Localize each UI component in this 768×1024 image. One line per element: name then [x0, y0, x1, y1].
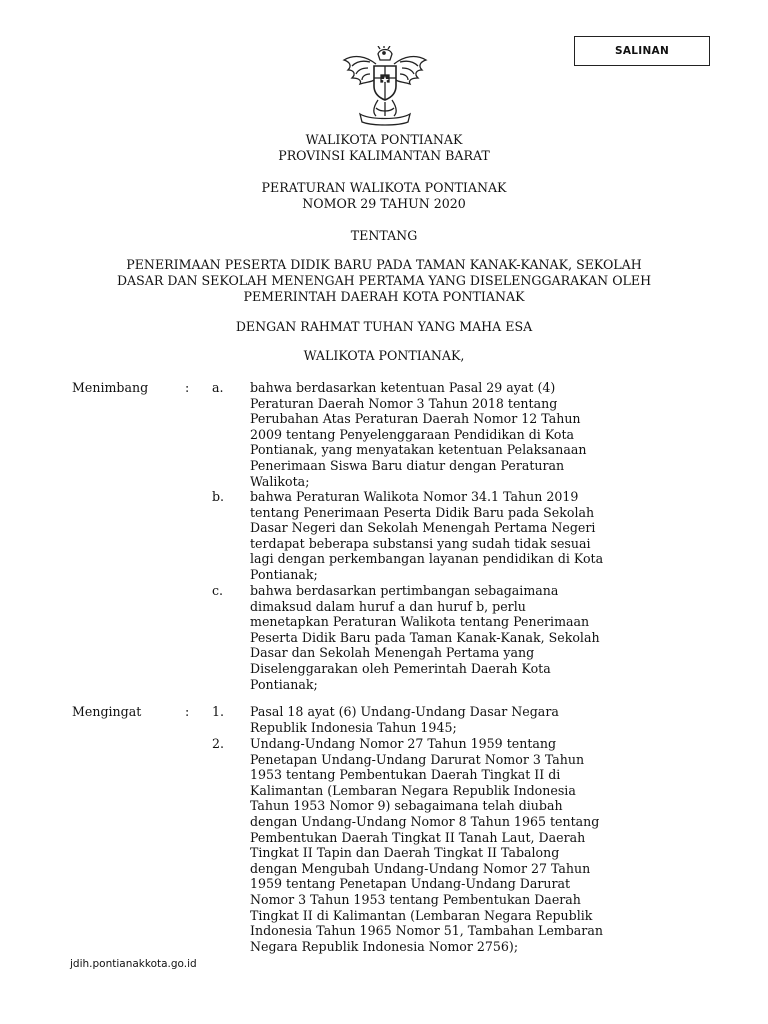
text-line: Republik Indonesia Tahun 1945;: [250, 719, 457, 735]
text-line: menetapkan Peraturan Walikota tentang Penerimaan: [250, 614, 590, 630]
menimbang-item-c: [250, 583, 661, 692]
salinan-badge: SALINAN: [574, 36, 710, 66]
menimbang-item-a: [250, 380, 661, 489]
mengingat-colon: :: [185, 704, 190, 719]
text-line: Diselenggarakan oleh Pemerintah Daerah Kota: [250, 660, 551, 676]
header-line-1: WALIKOTA PONTIANAK: [305, 132, 463, 147]
text-line: 2009 tentang Penyelenggaraan Pendidikan di Kota: [250, 426, 575, 442]
regulation-number: NOMOR 29 TAHUN 2020: [302, 196, 466, 211]
text-line: Peraturan Daerah Nomor 3 Tahun 2018 tentang: [250, 395, 558, 411]
text-line: Undang-Undang Nomor 27 Tahun 1959 tentang: [250, 736, 557, 751]
menimbang-mark-a: a.: [212, 380, 224, 395]
text-line: lagi dengan perkembangan layanan pendidikan di Kota: [250, 551, 604, 567]
text-line: Kalimantan (Lembaran Negara Republik Indonesia: [250, 782, 576, 798]
mengingat-mark-1: 1.: [212, 704, 225, 719]
tentang-heading: TENTANG: [350, 228, 418, 243]
blessing-line: DENGAN RAHMAT TUHAN YANG MAHA ESA: [235, 319, 533, 334]
menimbang-mark-b: b.: [212, 489, 225, 504]
footer-url-link[interactable]: jdih.pontianakkota.go.id: [70, 958, 197, 970]
text-line: dengan Mengubah Undang-Undang Nomor 27 Tahun: [250, 860, 591, 876]
text-line: Peserta Didik Baru pada Taman Kanak-Kanak, Sekolah: [250, 629, 600, 645]
subject-line-1: PENERIMAAN PESERTA DIDIK BARU PADA TAMAN KANAK-KANAK, SEKOLAH: [126, 257, 642, 272]
text-line: Dasar dan Sekolah Menengah Pertama yang: [250, 645, 535, 661]
text-line: bahwa Peraturan Walikota Nomor 34.1 Tahun 2019: [250, 489, 579, 504]
menimbang-item-b: [250, 489, 661, 583]
text-line: Pontianak;: [250, 566, 318, 582]
subject-line-2: DASAR DAN SEKOLAH MENENGAH PERTAMA YANG DISELENGGARAKAN OLEH: [116, 273, 652, 288]
mengingat-item-1: [250, 704, 661, 735]
issuer-line: WALIKOTA PONTIANAK,: [303, 348, 465, 363]
text-line: terdapat beberapa substansi yang sudah tidak sesuai: [250, 535, 591, 551]
garuda-emblem-icon: [340, 46, 430, 128]
text-line: Pembentukan Daerah Tingkat II Tanah Laut, Daerah: [250, 829, 586, 845]
regulation-title: PERATURAN WALIKOTA PONTIANAK: [261, 180, 507, 195]
text-line: bahwa berdasarkan ketentuan Pasal 29 ayat (4): [250, 380, 556, 395]
text-line: Penerimaan Siswa Baru diatur dengan Peraturan: [250, 457, 565, 473]
text-line: Tahun 1953 Nomor 9) sebagaimana telah diubah: [250, 798, 563, 814]
text-line: Indonesia Tahun 1965 Nomor 51, Tambahan Lembaran: [250, 923, 603, 939]
mengingat-item-2: [250, 736, 661, 954]
text-line: Tingkat II Tapin dan Daerah Tingkat II Tabalong: [250, 845, 560, 861]
text-line: tentang Penerimaan Peserta Didik Baru pada Sekolah: [250, 504, 595, 520]
text-line: Perubahan Atas Peraturan Daerah Nomor 12 Tahun: [250, 411, 581, 427]
text-line: 1959 tentang Penetapan Undang-Undang Darurat: [250, 876, 571, 892]
text-line: Tingkat II di Kalimantan (Lembaran Negara Republik: [250, 907, 593, 923]
mengingat-mark-2: 2.: [212, 736, 225, 751]
text-line: Pasal 18 ayat (6) Undang-Undang Dasar Negara: [250, 704, 559, 719]
text-line: 1953 tentang Pembentukan Daerah Tingkat II di: [250, 767, 561, 783]
text-line: Pontianak;: [250, 676, 318, 692]
mengingat-label: Mengingat: [72, 704, 142, 719]
text-line: Pontianak, yang menyatakan ketentuan Pelaksanaan: [250, 442, 587, 458]
menimbang-colon: :: [185, 380, 190, 395]
text-line: dimaksud dalam huruf a dan huruf b, perlu: [250, 598, 526, 614]
menimbang-mark-c: c.: [212, 583, 224, 598]
text-line: bahwa berdasarkan pertimbangan sebagaimana: [250, 583, 559, 598]
text-line: Walikota;: [250, 473, 310, 489]
text-line: Penetapan Undang-Undang Darurat Nomor 3 Tahun: [250, 751, 585, 767]
header-line-2: PROVINSI KALIMANTAN BARAT: [278, 148, 490, 163]
text-line: Negara Republik Indonesia Nomor 2756);: [250, 938, 519, 954]
text-line: dengan Undang-Undang Nomor 8 Tahun 1965 tentang: [250, 813, 600, 829]
menimbang-label: Menimbang: [72, 380, 149, 395]
subject-line-3: PEMERINTAH DAERAH KOTA PONTIANAK: [243, 289, 525, 304]
text-line: Dasar Negeri dan Sekolah Menengah Pertama Negeri: [250, 520, 596, 536]
text-line: Nomor 3 Tahun 1953 tentang Pembentukan Daerah: [250, 891, 581, 907]
